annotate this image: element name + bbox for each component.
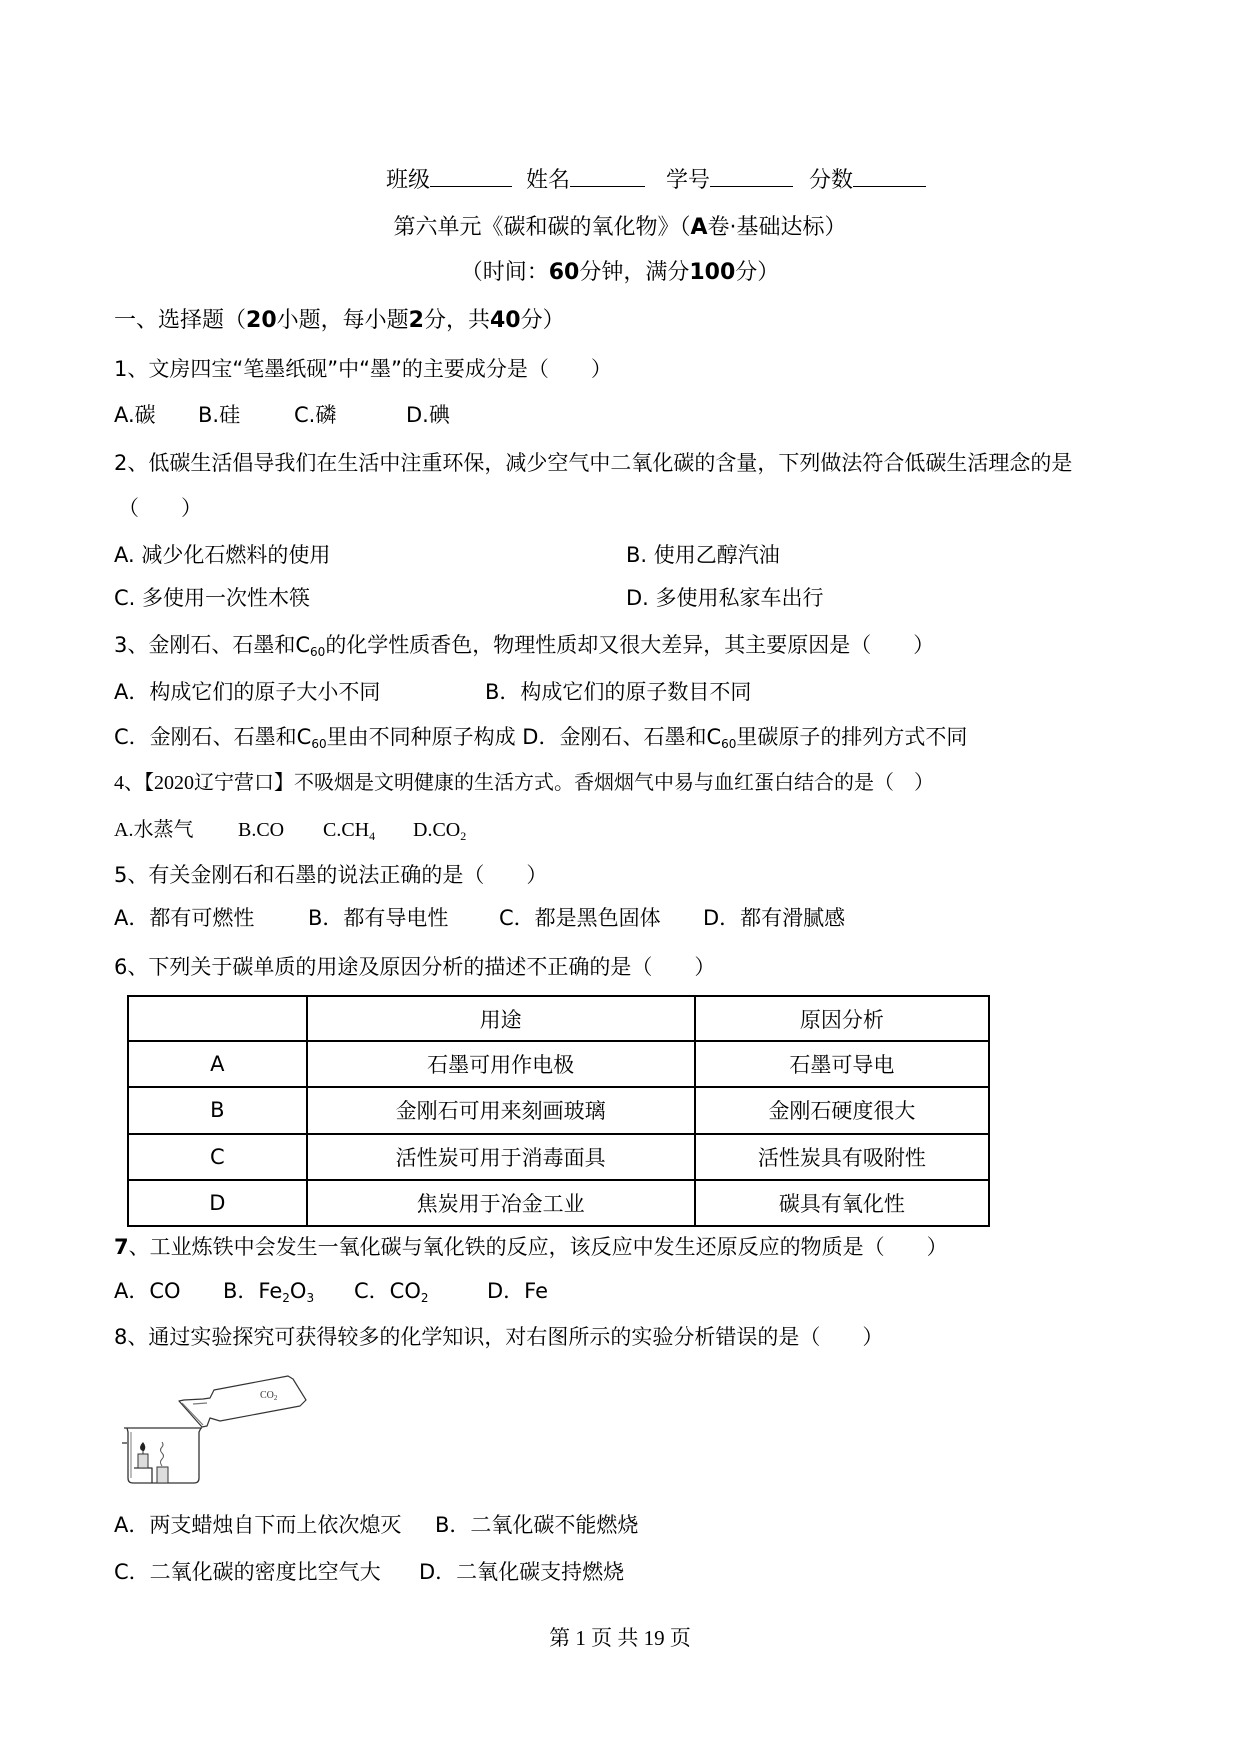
section-count: 20 [246,308,277,333]
option-text: D.CO [413,819,461,841]
section-mid2: 分，共 [423,308,490,333]
subscript: 2 [420,1291,429,1305]
option-c [354,1278,429,1304]
table-row [128,1087,989,1133]
option-a: A. 减少化石燃料的使用 [114,543,331,567]
option-d: D．二氧化碳支持燃烧 [419,1560,625,1584]
time-info [0,259,1240,287]
score-label: 分数 [809,168,854,193]
question-5-options [0,905,1240,931]
question-3-stem [114,632,934,658]
option-text: 里碳原子的排列方式不同 [736,725,968,749]
table-cell: D [128,1180,307,1226]
option-text: 里由不同种原子构成 [326,725,516,749]
time-minutes: 60 [548,260,580,285]
option-b: B．二氧化碳不能燃烧 [435,1513,639,1537]
question-2-stem: 2、低碳生活倡导我们在生活中注重环保，减少空气中二氧化碳的含量，下列做法符合低碳生活理念的是 [114,451,1073,475]
option-a: A．构成它们的原子大小不同 [114,680,381,704]
option-text: C．金刚石、石墨和C [114,725,312,749]
student-id-blank [710,166,793,187]
name-blank [570,166,645,187]
option-text: D．金刚石、石墨和C [522,725,722,749]
option-c: C．都是黑色固体 [499,906,661,930]
table-header-cell: 原因分析 [695,996,989,1041]
full-score: 100 [689,260,736,285]
subscript: 2 [282,1291,290,1305]
table-cell: 石墨可用作电极 [307,1041,695,1087]
beaker-candles-illustration [110,1370,330,1490]
co2-candle-experiment-figure [110,1370,330,1490]
question-7-options [0,1278,1240,1304]
option-a: A．都有可燃性 [114,906,255,930]
bottle-label: $CO_2$ [260,1390,278,1402]
option-c: C．二氧化碳的密度比空气大 [114,1560,381,1584]
option-d: D．都有滑腻感 [703,906,846,930]
option-b: B.硅 [198,403,241,427]
section-total: 40 [489,308,521,333]
option-c [323,817,375,843]
table-header-cell [128,996,307,1041]
name-label: 姓名 [526,168,571,193]
time-mid: 分钟，满分 [579,260,690,285]
option-d [413,817,466,843]
table-cell: C [128,1134,307,1180]
question-6-table [127,995,990,1227]
question-4-stem: 4、【2020辽宁营口】不吸烟是文明健康的生活方式。香烟烟气中易与血红蛋白结合的是（ ） [114,772,934,794]
table-cell: 金刚石可用来刻画玻璃 [307,1087,695,1133]
option-a: A．CO [114,1279,181,1303]
time-close: 分） [735,260,780,285]
score-blank [853,166,926,187]
table-cell: 焦炭用于冶金工业 [307,1180,695,1226]
page-footer: 第 1 页 共 19 页 [549,1626,691,1650]
section-points-each: 2 [408,308,424,333]
question-number: 7 [114,1235,129,1259]
question-1-options [0,402,1240,428]
question-2-options-row2 [0,585,1240,611]
question-8-stem: 8、通过实验探究可获得较多的化学知识，对右图所示的实验分析错误的是（ ） [114,1325,884,1349]
title-suffix: 卷·基础达标） [707,215,847,240]
question-2-answer-blank: （ ） [118,496,202,520]
option-b: B.CO [238,819,285,841]
table-cell: 活性炭可用于消毒面具 [307,1134,695,1180]
table-cell: 金刚石硬度很大 [695,1087,989,1133]
subscript: 60 [310,645,326,659]
question-8-options-row2 [0,1559,1240,1585]
option-d: D. 多使用私家车出行 [626,586,824,610]
question-3-options-row2 [114,724,967,750]
section-mid1: 小题，每小题 [276,308,409,333]
option-text: O [289,1279,307,1303]
question-8-options-row1 [0,1512,1240,1538]
option-b: B．构成它们的原子数目不同 [485,680,752,704]
question-1-stem: 1、文房四宝“笔墨纸砚”中“墨”的主要成分是（ ） [114,357,612,381]
table-cell: 活性炭具有吸附性 [695,1134,989,1180]
class-label: 班级 [386,168,431,193]
subscript: 2 [460,829,467,843]
option-text: C.CH [323,819,370,841]
table-cell: B [128,1087,307,1133]
section-suffix: 分） [520,308,565,333]
option-a: A.碳 [114,403,156,427]
option-b: B．都有导电性 [308,906,449,930]
table-cell: 碳具有氧化性 [695,1180,989,1226]
question-3-options-row1 [0,679,1240,705]
class-field [386,166,512,195]
option-a: A.水蒸气 [114,819,194,841]
option-d [522,725,967,749]
subscript: 60 [721,737,737,751]
name-field [526,166,645,195]
student-id-field [666,166,793,195]
subscript: 3 [306,1291,315,1305]
option-d: D．Fe [487,1279,549,1303]
question-2-options-row1 [0,542,1240,568]
option-text: C．CO [354,1279,421,1303]
table-row [128,1041,989,1087]
stem-text: 、工业炼铁中会发生一氧化碳与氧化铁的反应，该反应中发生还原反应的物质是（ ） [128,1235,948,1259]
question-5-stem: 5、有关金刚石和石墨的说法正确的是（ ） [114,863,548,887]
section-prefix: 一、选择题（ [114,308,247,333]
table-cell: A [128,1041,307,1087]
option-b: B. 使用乙醇汽油 [626,543,780,567]
title-volume: A [690,215,708,240]
student-id-label: 学号 [666,168,711,193]
stem-text: 3、金刚石、石墨和C [114,633,311,657]
page-title [0,214,1240,242]
table-header-row [128,996,989,1041]
question-7-stem [114,1234,948,1260]
score-field [809,166,926,195]
subscript: 4 [369,829,376,843]
section-heading [114,307,565,335]
subscript: 60 [311,737,327,751]
option-d: D.碘 [406,403,450,427]
table-row [128,1180,989,1226]
title-prefix: 第六单元《碳和碳的氧化物》（ [393,215,691,240]
stem-text: 的化学性质香色，物理性质却又很大差异，其主要原因是（ ） [325,633,935,657]
option-text: B．Fe [223,1279,283,1303]
option-a: A．两支蜡烛自下而上依次熄灭 [114,1513,402,1537]
class-blank [430,166,512,187]
option-c: C.磷 [294,403,337,427]
option-c: C. 多使用一次性木筷 [114,586,311,610]
option-b [223,1278,314,1304]
option-c [114,725,516,749]
question-6-stem: 6、下列关于碳单质的用途及原因分析的描述不正确的是（ ） [114,955,716,979]
table-cell: 石墨可导电 [695,1041,989,1087]
question-4-options [0,817,1240,843]
time-open: （时间： [460,260,549,285]
table-header-cell: 用途 [307,996,695,1041]
table-row [128,1134,989,1180]
